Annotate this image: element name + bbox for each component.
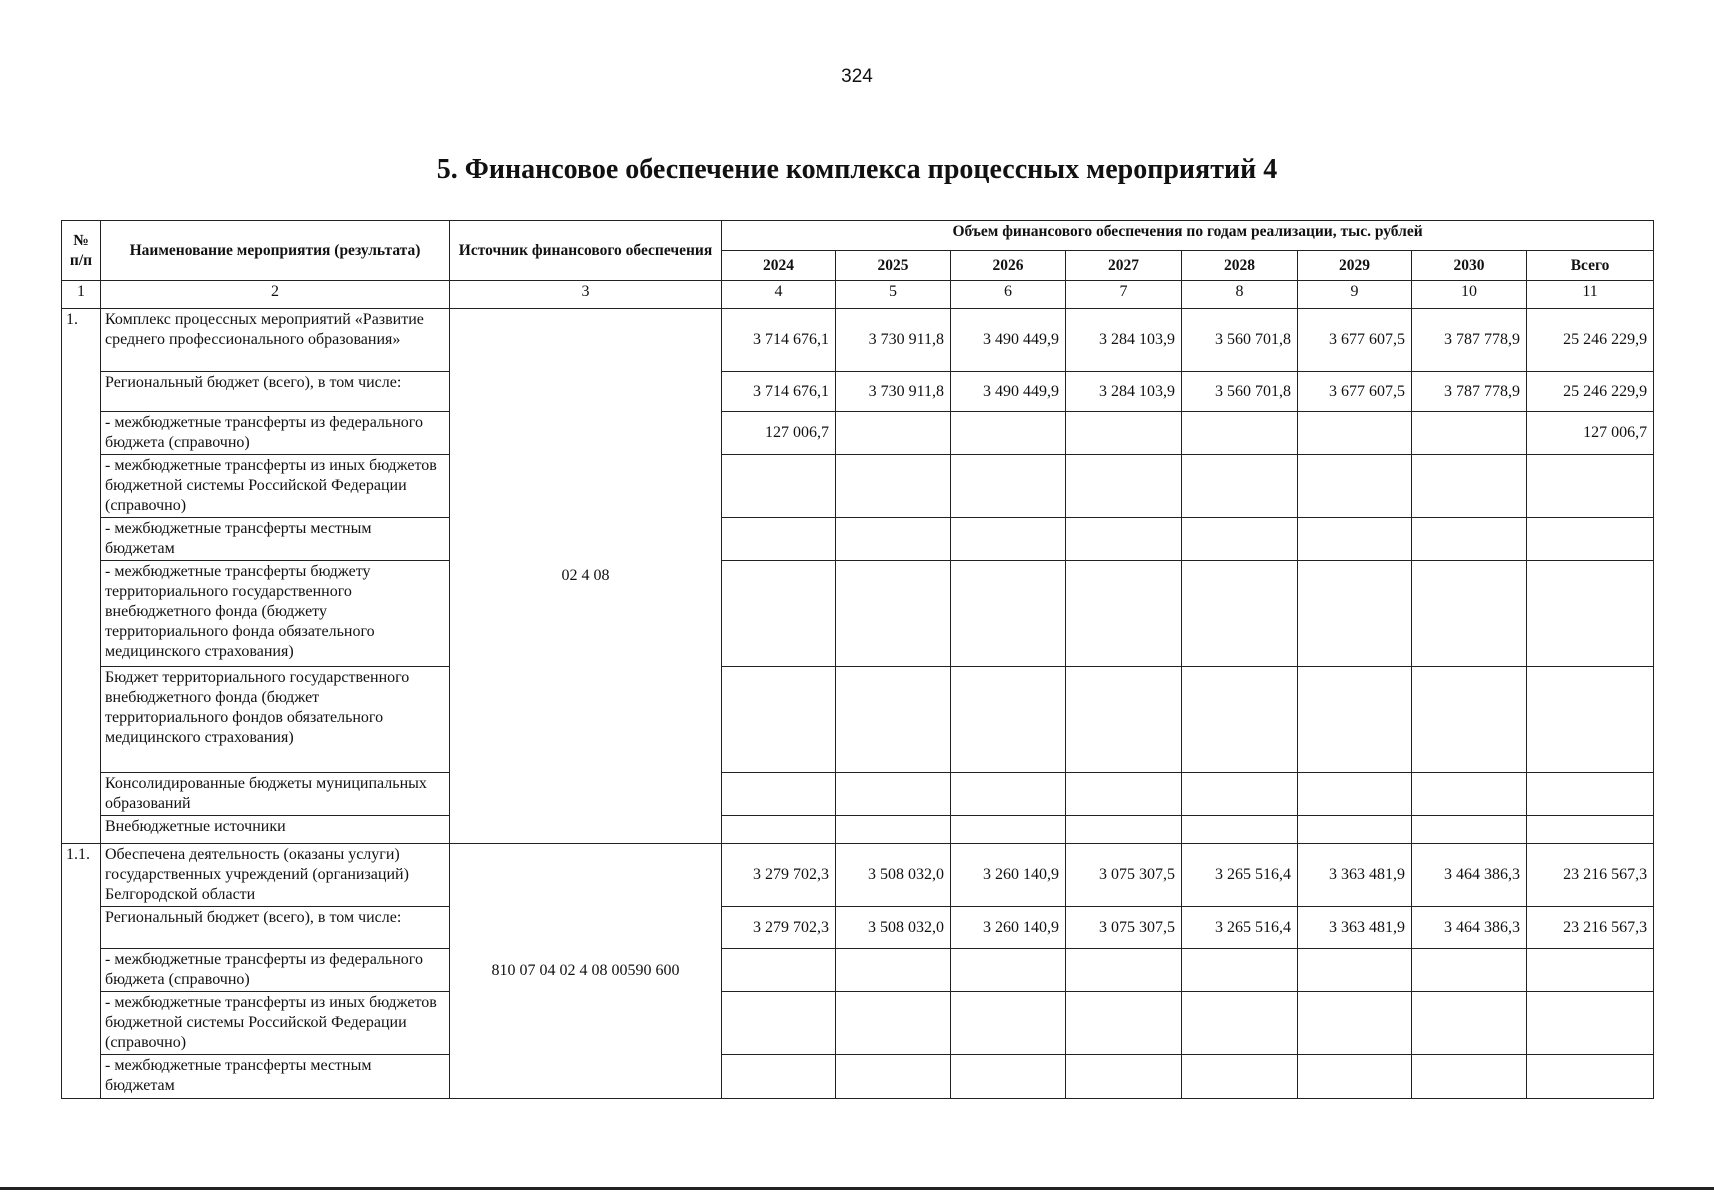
year-value-cell <box>836 773 951 816</box>
header-source: Источник финансового обеспечения <box>450 221 722 281</box>
year-value-cell <box>951 455 1066 518</box>
year-value-cell <box>1412 455 1527 518</box>
year-value-cell: 3 363 481,9 <box>1298 907 1412 949</box>
table-body <box>62 309 1654 1099</box>
year-value-cell <box>836 412 951 455</box>
year-value-cell: 3 363 481,9 <box>1298 844 1412 907</box>
year-value-cell <box>1066 949 1182 992</box>
year-value-cell: 3 730 911,8 <box>836 372 951 412</box>
year-value-cell <box>722 1055 836 1099</box>
measure-name: Комплекс процессных мероприятий «Развитие среднего профессионального образования» <box>101 309 450 372</box>
year-value-cell: 3 490 449,9 <box>951 372 1066 412</box>
year-value-cell <box>722 773 836 816</box>
page-number: 324 <box>841 66 873 87</box>
year-value-cell <box>951 412 1066 455</box>
year-value-cell: 3 730 911,8 <box>836 309 951 372</box>
year-value-cell <box>1066 667 1182 773</box>
total-value-cell: 127 006,7 <box>1527 412 1654 455</box>
year-value-cell: 3 279 702,3 <box>722 907 836 949</box>
header-year: 2030 <box>1412 251 1527 281</box>
year-value-cell <box>722 518 836 561</box>
year-value-cell <box>722 816 836 844</box>
table-row <box>62 561 1654 667</box>
column-number: 5 <box>836 281 951 309</box>
year-value-cell: 3 284 103,9 <box>1066 372 1182 412</box>
column-number: 6 <box>951 281 1066 309</box>
year-value-cell <box>951 992 1066 1055</box>
year-value-cell <box>1182 518 1298 561</box>
year-value-cell <box>1412 561 1527 667</box>
header-year: 2027 <box>1066 251 1182 281</box>
year-value-cell <box>1412 1055 1527 1099</box>
column-number-row <box>62 281 1654 309</box>
year-value-cell <box>836 518 951 561</box>
year-value-cell: 3 075 307,5 <box>1066 844 1182 907</box>
financing-table <box>61 220 1654 1099</box>
year-value-cell <box>1066 773 1182 816</box>
year-value-cell: 3 787 778,9 <box>1412 372 1527 412</box>
year-value-cell <box>1066 1055 1182 1099</box>
year-value-cell <box>1298 1055 1412 1099</box>
year-value-cell <box>722 992 836 1055</box>
year-value-cell <box>951 949 1066 992</box>
year-value-cell <box>1066 412 1182 455</box>
budget-line-name: Региональный бюджет (всего), в том числе: <box>101 372 450 412</box>
year-value-cell <box>1412 773 1527 816</box>
year-value-cell <box>1066 816 1182 844</box>
year-value-cell: 3 279 702,3 <box>722 844 836 907</box>
budget-line-name: - межбюджетные трансферты из федерального бюджета (справочно) <box>101 949 450 992</box>
column-number: 2 <box>101 281 450 309</box>
year-value-cell <box>1182 949 1298 992</box>
page-title: 5. Финансовое обеспечение комплекса процессных мероприятий 4 <box>436 154 1278 185</box>
total-value-cell: 23 216 567,3 <box>1527 907 1654 949</box>
year-value-cell <box>1298 561 1412 667</box>
year-value-cell <box>722 667 836 773</box>
page-bottom-rule <box>0 1187 1714 1190</box>
year-value-cell <box>722 949 836 992</box>
header-total: Всего <box>1527 251 1654 281</box>
column-number: 11 <box>1527 281 1654 309</box>
header-year: 2029 <box>1298 251 1412 281</box>
year-value-cell: 3 284 103,9 <box>1066 309 1182 372</box>
year-value-cell <box>1412 816 1527 844</box>
header-name: Наименование мероприятия (результата) <box>101 221 450 281</box>
header-volume: Объем финансового обеспечения по годам реализации, тыс. рублей <box>722 221 1654 251</box>
year-value-cell <box>1298 455 1412 518</box>
budget-line-name: - межбюджетные трансферты из иных бюджетов бюджетной системы Российской Федерации (справочно) <box>101 992 450 1055</box>
column-number: 4 <box>722 281 836 309</box>
year-value-cell: 3 260 140,9 <box>951 844 1066 907</box>
year-value-cell: 3 464 386,3 <box>1412 907 1527 949</box>
table-row <box>62 992 1654 1055</box>
year-value-cell <box>836 561 951 667</box>
year-value-cell: 3 508 032,0 <box>836 844 951 907</box>
total-value-cell: 25 246 229,9 <box>1527 372 1654 412</box>
year-value-cell <box>1182 992 1298 1055</box>
budget-line-name: Консолидированные бюджеты муниципальных образований <box>101 773 450 816</box>
year-value-cell <box>1298 992 1412 1055</box>
budget-line-name: - межбюджетные трансферты из федерального бюджета (справочно) <box>101 412 450 455</box>
year-value-cell <box>722 561 836 667</box>
year-value-cell: 3 508 032,0 <box>836 907 951 949</box>
budget-line-name: - межбюджетные трансферты из иных бюджетов бюджетной системы Российской Федерации (справочно) <box>101 455 450 518</box>
year-value-cell <box>836 455 951 518</box>
column-number: 9 <box>1298 281 1412 309</box>
year-value-cell: 3 560 701,8 <box>1182 309 1298 372</box>
year-value-cell <box>1182 561 1298 667</box>
section-number: 1. <box>62 309 101 844</box>
year-value-cell <box>1066 518 1182 561</box>
year-value-cell: 3 714 676,1 <box>722 372 836 412</box>
year-value-cell <box>836 667 951 773</box>
column-number: 10 <box>1412 281 1527 309</box>
year-value-cell <box>836 949 951 992</box>
header-year: 2026 <box>951 251 1066 281</box>
year-value-cell <box>836 992 951 1055</box>
year-value-cell: 3 075 307,5 <box>1066 907 1182 949</box>
total-value-cell <box>1527 773 1654 816</box>
column-number: 8 <box>1182 281 1298 309</box>
year-value-cell <box>1298 667 1412 773</box>
total-value-cell <box>1527 455 1654 518</box>
year-value-cell <box>1298 773 1412 816</box>
total-value-cell <box>1527 1055 1654 1099</box>
year-value-cell <box>1412 667 1527 773</box>
year-value-cell: 3 560 701,8 <box>1182 372 1298 412</box>
table-row <box>62 412 1654 455</box>
year-value-cell: 3 490 449,9 <box>951 309 1066 372</box>
year-value-cell <box>1412 412 1527 455</box>
year-value-cell <box>1298 816 1412 844</box>
year-value-cell <box>1412 949 1527 992</box>
table-row <box>62 907 1654 949</box>
table-header <box>62 221 1654 309</box>
year-value-cell: 3 714 676,1 <box>722 309 836 372</box>
year-value-cell <box>1066 455 1182 518</box>
total-value-cell <box>1527 561 1654 667</box>
budget-line-name: Бюджет территориального государственного внебюджетного фонда (бюджет территориального фондов обязательного медицинского страхования) <box>101 667 450 773</box>
year-value-cell <box>836 816 951 844</box>
budget-line-name: - межбюджетные трансферты местным бюджетам <box>101 518 450 561</box>
header-year: 2028 <box>1182 251 1298 281</box>
column-number: 3 <box>450 281 722 309</box>
year-value-cell: 3 787 778,9 <box>1412 309 1527 372</box>
budget-line-name: Внебюджетные источники <box>101 816 450 844</box>
year-value-cell <box>951 561 1066 667</box>
table-row <box>62 1055 1654 1099</box>
year-value-cell: 3 464 386,3 <box>1412 844 1527 907</box>
year-value-cell <box>1298 518 1412 561</box>
table-row <box>62 949 1654 992</box>
year-value-cell <box>836 1055 951 1099</box>
year-value-cell <box>1298 949 1412 992</box>
total-value-cell: 23 216 567,3 <box>1527 844 1654 907</box>
column-number: 1 <box>62 281 101 309</box>
year-value-cell <box>1182 455 1298 518</box>
year-value-cell <box>1066 561 1182 667</box>
year-value-cell: 3 265 516,4 <box>1182 844 1298 907</box>
year-value-cell <box>1182 412 1298 455</box>
total-value-cell: 25 246 229,9 <box>1527 309 1654 372</box>
year-value-cell <box>1412 518 1527 561</box>
header-num: № п/п <box>62 221 101 281</box>
year-value-cell: 3 677 607,5 <box>1298 372 1412 412</box>
table-row <box>62 773 1654 816</box>
year-value-cell <box>1412 992 1527 1055</box>
total-value-cell <box>1527 667 1654 773</box>
year-value-cell <box>1066 992 1182 1055</box>
table-row <box>62 372 1654 412</box>
table-row <box>62 455 1654 518</box>
budget-line-name: - межбюджетные трансферты местным бюджетам <box>101 1055 450 1099</box>
year-value-cell <box>951 1055 1066 1099</box>
table-row <box>62 844 1654 907</box>
header-year: 2025 <box>836 251 951 281</box>
year-value-cell <box>951 773 1066 816</box>
year-value-cell <box>722 455 836 518</box>
year-value-cell <box>951 518 1066 561</box>
year-value-cell <box>951 816 1066 844</box>
total-value-cell <box>1527 949 1654 992</box>
year-value-cell <box>1298 412 1412 455</box>
total-value-cell <box>1527 992 1654 1055</box>
column-number: 7 <box>1066 281 1182 309</box>
section-number: 1.1. <box>62 844 101 1099</box>
budget-line-name: Региональный бюджет (всего), в том числе: <box>101 907 450 949</box>
table-row <box>62 309 1654 372</box>
budget-line-name: - межбюджетные трансферты бюджету территориального государственного внебюджетного фонда (бюджету территориального фонда обязательного медицинского страхования) <box>101 561 450 667</box>
table-row <box>62 667 1654 773</box>
measure-name: Обеспечена деятельность (оказаны услуги) государственных учреждений (организаций) Белгородской области <box>101 844 450 907</box>
table-row <box>62 518 1654 561</box>
total-value-cell <box>1527 518 1654 561</box>
year-value-cell: 3 677 607,5 <box>1298 309 1412 372</box>
year-value-cell <box>1182 816 1298 844</box>
year-value-cell <box>1182 773 1298 816</box>
year-value-cell <box>1182 667 1298 773</box>
header-year: 2024 <box>722 251 836 281</box>
table-row <box>62 816 1654 844</box>
year-value-cell: 127 006,7 <box>722 412 836 455</box>
funding-source-code: 02 4 08 <box>450 309 722 844</box>
year-value-cell: 3 265 516,4 <box>1182 907 1298 949</box>
year-value-cell <box>1182 1055 1298 1099</box>
funding-source-code: 810 07 04 02 4 08 00590 600 <box>450 844 722 1099</box>
year-value-cell <box>951 667 1066 773</box>
year-value-cell: 3 260 140,9 <box>951 907 1066 949</box>
total-value-cell <box>1527 816 1654 844</box>
